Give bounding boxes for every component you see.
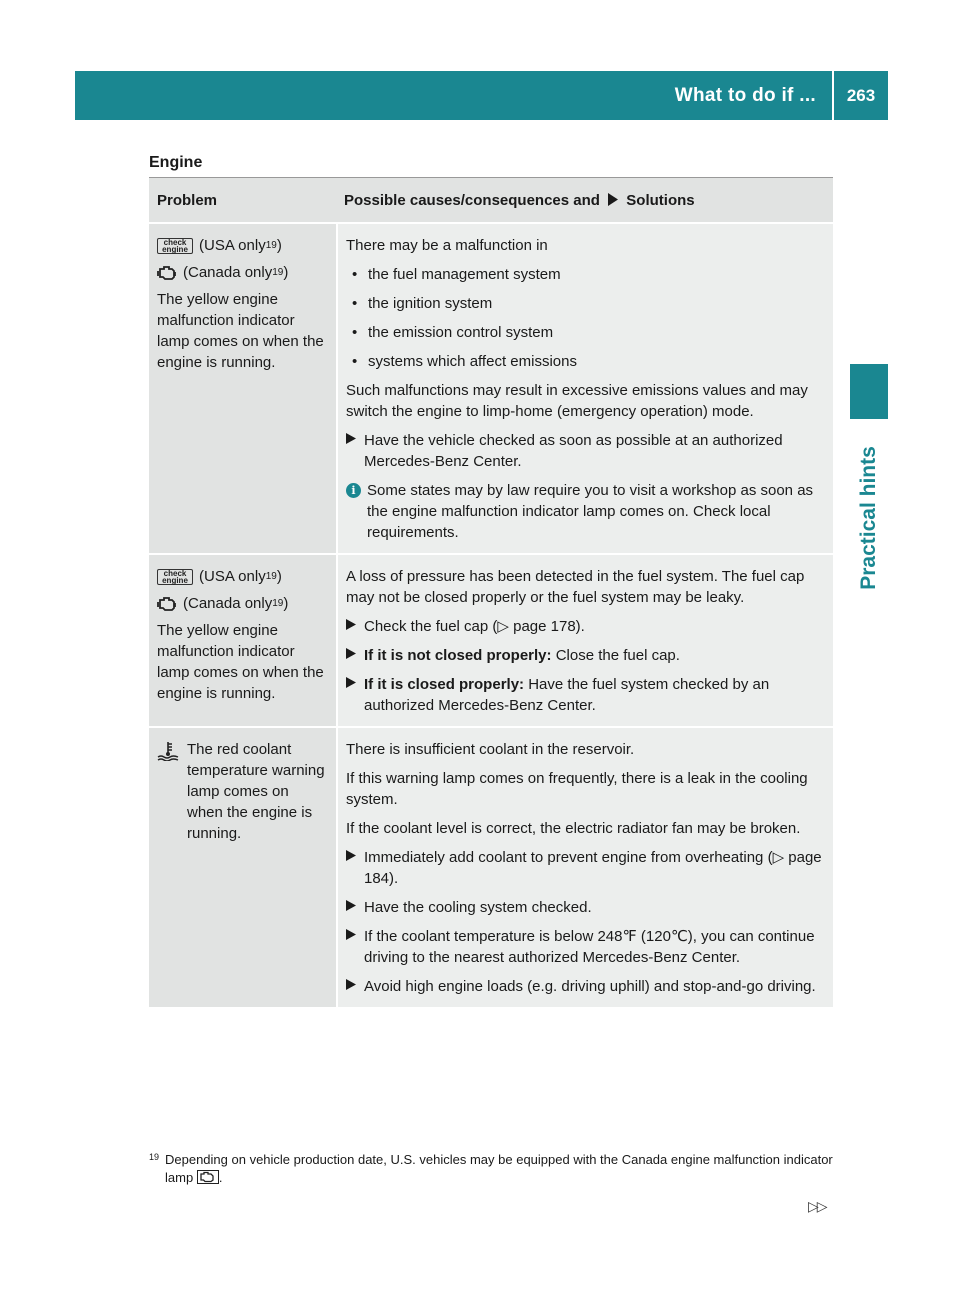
section-title: Engine bbox=[149, 154, 203, 171]
engine-outline-icon bbox=[157, 595, 177, 613]
arrow-right-icon bbox=[607, 193, 619, 206]
page-header bbox=[75, 71, 888, 120]
table-row: check engine (USA only 19 ) (Canada only 19 ) The yellow engine malfunction indicator lamp comes on when the engine is running. There may be a malfunction in • the fuel management system • the ignition system • the emission control system • systems which affect emissions Such malfunctions may result in excessive emissions values and may switch the engine to limp-home (emergency operation) mode. Have the vehicle checked as soon as possible at an authorized Mercedes-Benz Center. i Some states may by law require you to visit a workshop as soon as the engine malfunction indicator lamp comes on. Check local requirements. bbox=[149, 224, 833, 555]
problem-description: The yellow engine malfunction indicator lamp comes on when the engine is running. bbox=[157, 291, 324, 371]
problem-description: The yellow engine malfunction indicator lamp comes on when the engine is running. bbox=[157, 622, 324, 702]
column-header-problem: Problem bbox=[157, 191, 218, 209]
action-step: Avoid high engine loads (e.g. driving uphill) and stop-and-go driving. bbox=[346, 976, 827, 997]
list-item: • the ignition system bbox=[352, 295, 493, 312]
check-engine-icon: check engine bbox=[157, 238, 193, 254]
coolant-temperature-icon bbox=[157, 739, 187, 844]
table-header bbox=[149, 178, 833, 224]
engine-outline-icon bbox=[197, 1170, 219, 1184]
action-step: Have the cooling system checked. bbox=[346, 897, 827, 918]
arrow-right-icon bbox=[346, 926, 364, 968]
arrow-right-icon bbox=[346, 976, 364, 997]
action-step: Have the vehicle checked as soon as possible at an authorized Mercedes-Benz Center. bbox=[346, 430, 827, 472]
info-note: i Some states may by law require you to visit a workshop as soon as the engine malfunction indicator lamp comes on. Check local requirements. bbox=[346, 480, 827, 543]
engine-outline-icon bbox=[157, 264, 177, 282]
page-number: 263 bbox=[846, 85, 876, 105]
arrow-right-icon bbox=[346, 616, 364, 637]
arrow-right-icon bbox=[346, 897, 364, 918]
action-step: If the coolant temperature is below 248℉ (120℃), you can continue driving to the nearest authorized Mercedes-Benz Center. bbox=[346, 926, 827, 968]
arrow-right-icon bbox=[346, 847, 364, 889]
continue-arrows: ▷▷ bbox=[808, 1198, 826, 1214]
check-engine-icon: check engine bbox=[157, 569, 193, 585]
arrow-right-icon bbox=[346, 430, 364, 472]
side-tab-label: Practical hints bbox=[857, 446, 880, 590]
side-tab-marker bbox=[850, 364, 888, 419]
list-item: • systems which affect emissions bbox=[352, 353, 577, 370]
arrow-right-icon bbox=[346, 674, 364, 716]
footnote: 19 Depending on vehicle production date, U.S. vehicles may be equipped with the Canada engine malfunction indicator lamp . bbox=[149, 1152, 833, 1185]
action-step: Check the fuel cap (▷ page 178). bbox=[346, 616, 827, 637]
list-item: • the fuel management system bbox=[352, 266, 561, 283]
action-step: If it is not closed properly: Close the fuel cap. bbox=[346, 645, 827, 666]
arrow-right-icon bbox=[346, 645, 364, 666]
action-step: If it is closed properly: Have the fuel system checked by an authorized Mercedes-Benz Center. bbox=[346, 674, 827, 716]
table-row: check engine (USA only 19 ) (Canada only 19 ) The yellow engine malfunction indicator lamp comes on when the engine is running. A loss of pressure has been detected in the fuel system. The fuel cap may not be closed properly or the fuel system may be leaky. Check the fuel cap (▷ page 178). If it is not closed properly: Close the fuel cap. If it is closed properly: Have the fuel system checked by an authorized Mercedes-Benz Center. bbox=[149, 555, 833, 728]
list-item: • the emission control system bbox=[352, 324, 554, 341]
chapter-title: What to do if ... bbox=[674, 84, 816, 106]
table-row: The red coolant temperature warning lamp comes on when the engine is running. There is insufficient coolant in the reservoir. If this warning lamp comes on frequently, there is a leak in the cooling system. If the coolant level is correct, the electric radiator fan may be broken. Immediately add coolant to prevent engine from overheating (▷ page 184). Have the cooling system checked. If the coolant temperature is below 248℉ (120℃), you can continue driving to the nearest authorized Mercedes-Benz Center. Avoid high engine loads (e.g. driving uphill) and stop-and-go driving. bbox=[149, 728, 833, 1009]
info-icon: i bbox=[346, 483, 361, 498]
action-step: Immediately add coolant to prevent engine from overheating (▷ page 184). bbox=[346, 847, 827, 889]
problem-table bbox=[149, 177, 833, 1009]
column-header-solutions: Possible causes/consequences and Solutions bbox=[344, 191, 695, 209]
problem-description: The red coolant temperature warning lamp comes on when the engine is running. bbox=[187, 741, 325, 842]
